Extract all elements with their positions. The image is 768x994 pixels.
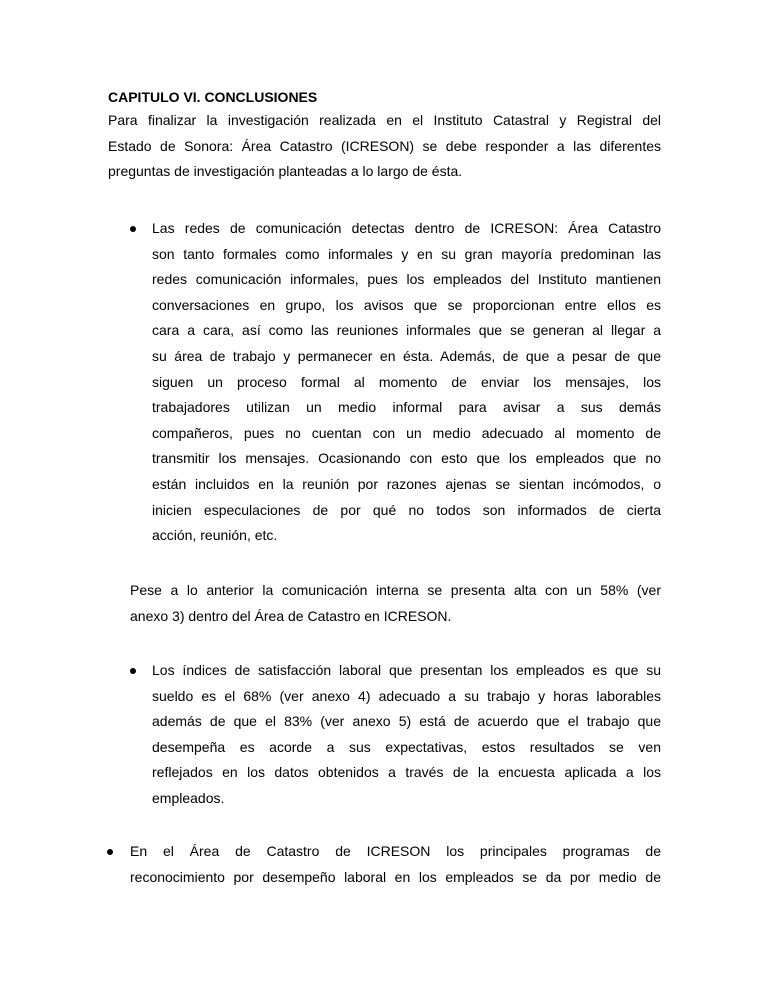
list-item-line: Las redes de comunicación detectas dentro de ICRESON: Área Catastro	[152, 220, 661, 236]
list-item-line: son tanto formales como informales y en su gran mayoría predominan las	[152, 245, 661, 262]
list-item-line: reconocimiento por desempeño laboral en los empleados se da por medio de	[130, 868, 661, 885]
list-item-line: trabajadores utilizan un medio informal para avisar a sus demás	[152, 399, 661, 416]
bullet-icon	[130, 226, 136, 232]
paragraph-line: Para finalizar la investigación realizada en el Instituto Catastral y Registral del	[108, 112, 661, 128]
list-item-line: redes comunicación informales, pues los empleados del Instituto mantienen	[152, 271, 661, 288]
list-item-line: conversaciones en grupo, los avisos que se proporcionan entre ellos es	[152, 296, 661, 313]
list-item-line: siguen un proceso formal al momento de enviar los mensajes, los	[152, 373, 661, 390]
list-item-recognition-programs	[130, 839, 661, 890]
bullet-icon	[107, 849, 113, 855]
list-item-job-satisfaction	[152, 658, 661, 812]
list-item-line: están incluidos en la reunión por razones ajenas se sientan incómodos, o	[152, 475, 661, 492]
list-item-line: reflejados en los datos obtenidos a través de la encuesta aplicada a los	[152, 764, 661, 781]
paragraph-line: Pese a lo anterior la comunicación interna se presenta alta con un 58% (ver	[130, 582, 661, 598]
list-item-line: sueldo es el 68% (ver anexo 4) adecuado a su trabajo y horas laborables	[152, 687, 661, 704]
list-item-line: En el Área de Catastro de ICRESON los principales programas de	[130, 843, 661, 859]
list-item-communication-networks	[152, 216, 661, 549]
paragraph-line: preguntas de investigación planteadas a lo largo de ésta.	[108, 163, 463, 180]
paragraph-line: Estado de Sonora: Área Catastro (ICRESON) se debe responder a las diferentes	[108, 137, 661, 154]
intro-paragraph	[108, 108, 661, 185]
bullet-icon	[130, 668, 136, 674]
list-item-line: transmitir los mensajes. Ocasionando con esto que los empleados que no	[152, 450, 661, 467]
list-item-line: desempeña es acorde a sus expectativas, estos resultados se ven	[152, 738, 661, 755]
list-item-line: cara a cara, así como las reuniones informales que se generan al llegar a	[152, 322, 661, 339]
list-item-line: su área de trabajo y permanecer en ésta. Además, de que a pesar de que	[152, 347, 661, 364]
list-item-line: empleados.	[152, 789, 225, 806]
list-item-line: además de que el 83% (ver anexo 5) está de acuerdo que el trabajo que	[152, 713, 661, 730]
list-item-line: compañeros, pues no cuentan con un medio adecuado al momento de	[152, 424, 661, 441]
list-item-line: Los índices de satisfacción laboral que presentan los empleados es que su	[152, 662, 661, 678]
list-item-line: acción, reunión, etc.	[152, 527, 278, 544]
list-item-line: inicien especulaciones de por qué no todos son informados de cierta	[152, 501, 661, 518]
internal-communication-paragraph	[130, 578, 661, 629]
paragraph-line: anexo 3) dentro del Área de Catastro en ICRESON.	[130, 607, 452, 624]
chapter-heading: CAPITULO VI. CONCLUSIONES	[108, 89, 318, 105]
